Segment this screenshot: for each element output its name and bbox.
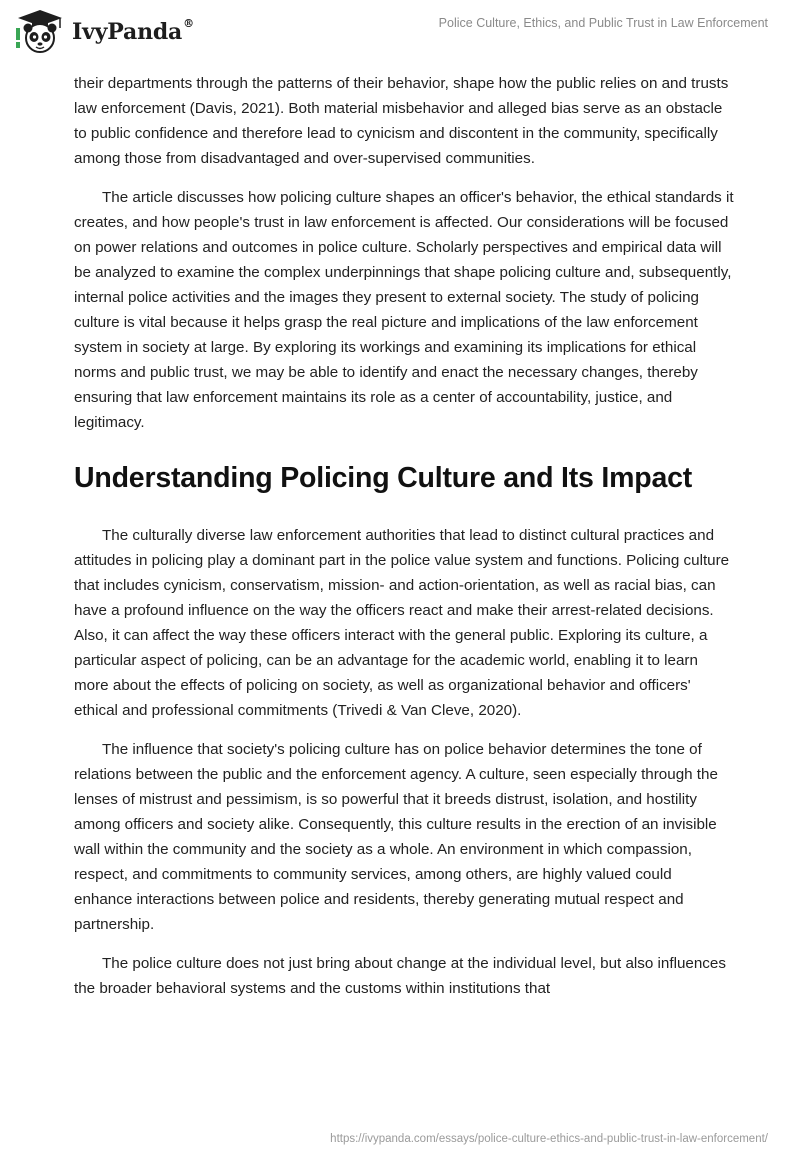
paragraph-article-overview: The article discusses how policing culture shapes an officer's behavior, the ethical standards it creates, and how people's trust in law enforcement is affected. Our considerations will be focused on power relations and outcomes in police culture. Scholarly perspectives and empirical data will be analyzed to examine the complex underpinnings that shape policing culture and, subsequently, internal police activities and the images they present to external society. The study of policing culture is vital because it helps grasp the real picture and implications of the law enforcement system in society at large. By exploring its workings and examining its implications for ethical norms and public trust, we may be able to identify and enact the necessary changes, thereby ensuring that law enforcement maintains its role as a center of accountability, justice, and legitimacy. — [74, 189, 734, 431]
ivypanda-logo[interactable] — [14, 8, 194, 56]
essay-body — [74, 71, 734, 1015]
paragraph-institutional-impact: The police culture does not just bring about change at the individual level, but also influences the broader behavioral systems and the customs within institutions that — [74, 955, 726, 997]
page-header — [0, 0, 800, 64]
section-heading: Understanding Policing Culture and Its Impact — [74, 462, 693, 494]
paragraph-continuation: their departments through the patterns of their behavior, shape how the public relies on and trusts law enforcement (Davis, 2021). Both material misbehavior and alleged bias serve as an obstacle to public confidence and therefore lead to cynicism and discontent in the community, specifically among those from disadvantaged and over-supervised communities. — [74, 75, 729, 167]
paragraph-policing-culture: The culturally diverse law enforcement authorities that lead to distinct cultural practices and attitudes in policing play a dominant part in the police value system and functions. Policing culture that includes cynicism, conservatism, mission- and action-orientation, as well as racial bias, can have a profound influence on the way the officers react and make their arrest-related decisions. Also, it can affect the way these officers interact with the general public. Exploring its culture, a particular aspect of policing, can be an advantage for the academic world, enabling it to learn more about the effects of policing on society, as well as organizational behavior and officers' ethical and professional commitments (Trivedi & Van Cleve, 2020). — [74, 527, 730, 719]
brand-name: IvyPanda® — [72, 17, 194, 45]
panda-graduate-icon — [14, 8, 68, 56]
paragraph-culture-influence: The influence that society's policing culture has on police behavior determines the tone of relations between the public and the enforcement agency. A culture, seen especially through the lenses of mistrust and pessimism, is so powerful that it breeds distrust, isolation, and hostility among officers and society alike. Consequently, this culture results in the erection of an invisible wall within the community and the society as a whole. An environment in which compassion, respect, and commitments to community services, among others, are highly valued could enhance interactions between police and residents, thereby generating mutual respect and partnership. — [74, 741, 718, 933]
document-title: Police Culture, Ethics, and Public Trust in Law Enforcement — [438, 16, 768, 30]
source-url[interactable]: https://ivypanda.com/essays/police-culture-ethics-and-public-trust-in-law-enforcement/ — [330, 1133, 768, 1145]
registered-mark: ® — [183, 17, 194, 30]
